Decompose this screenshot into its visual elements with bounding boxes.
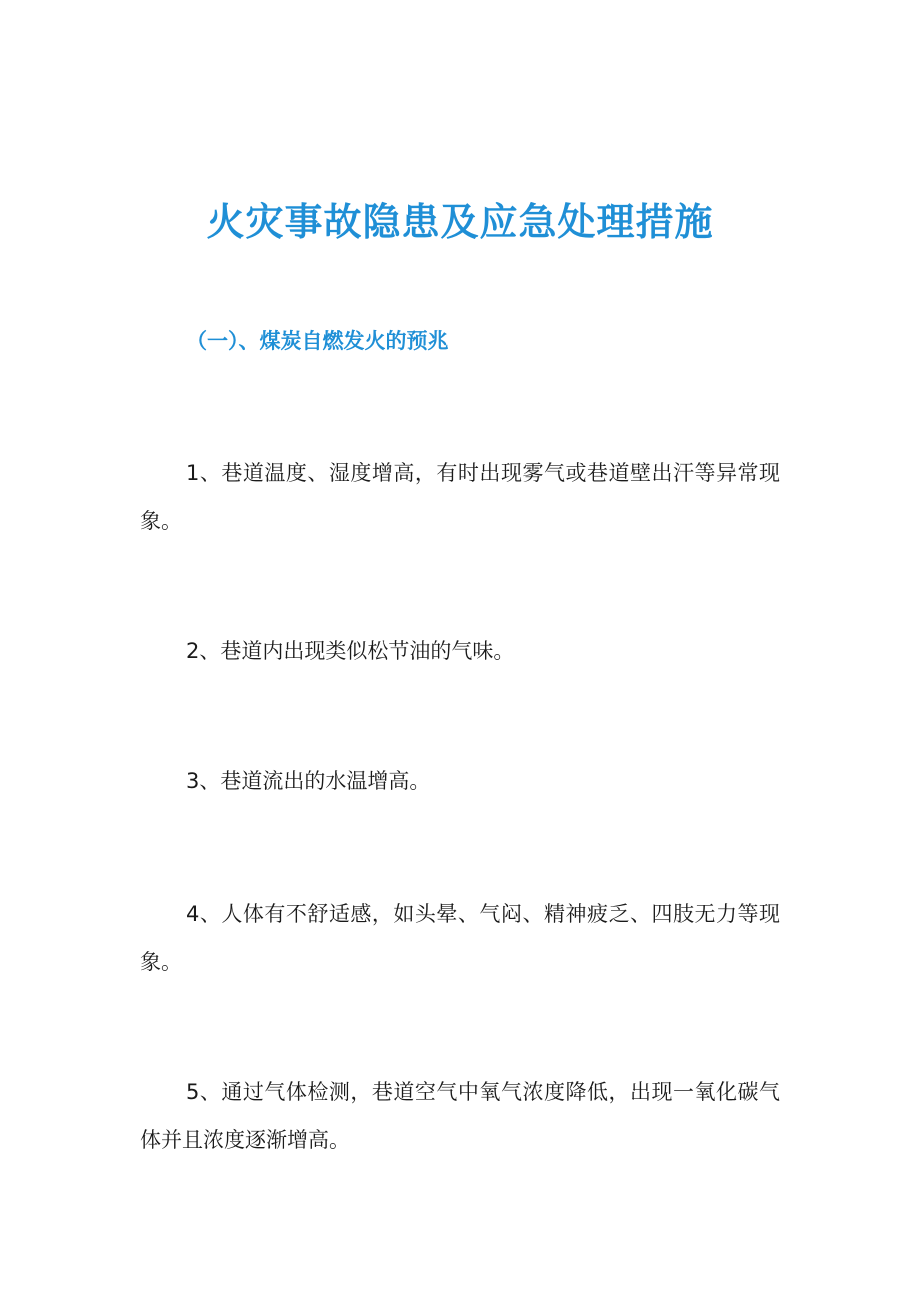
paragraph-2: 2、巷道内出现类似松节油的气味。 — [186, 639, 515, 663]
paragraph-5: 5、通过气体检测，巷道空气中氧气浓度降低，出现一氧化碳气体并且浓度逐渐增高。 — [140, 1080, 780, 1152]
paragraph-3: 3、巷道流出的水温增高。 — [186, 769, 431, 793]
section-heading: （一）、煤炭自燃发火的预兆 — [186, 329, 449, 353]
document-title: 火灾事故隐患及应急处理措施 — [206, 200, 714, 244]
paragraph-4: 4、人体有不舒适感，如头晕、气闷、精神疲乏、四肢无力等现象。 — [140, 902, 780, 974]
paragraph-1: 1、巷道温度、湿度增高，有时出现雾气或巷道壁出汗等异常现象。 — [140, 461, 780, 533]
